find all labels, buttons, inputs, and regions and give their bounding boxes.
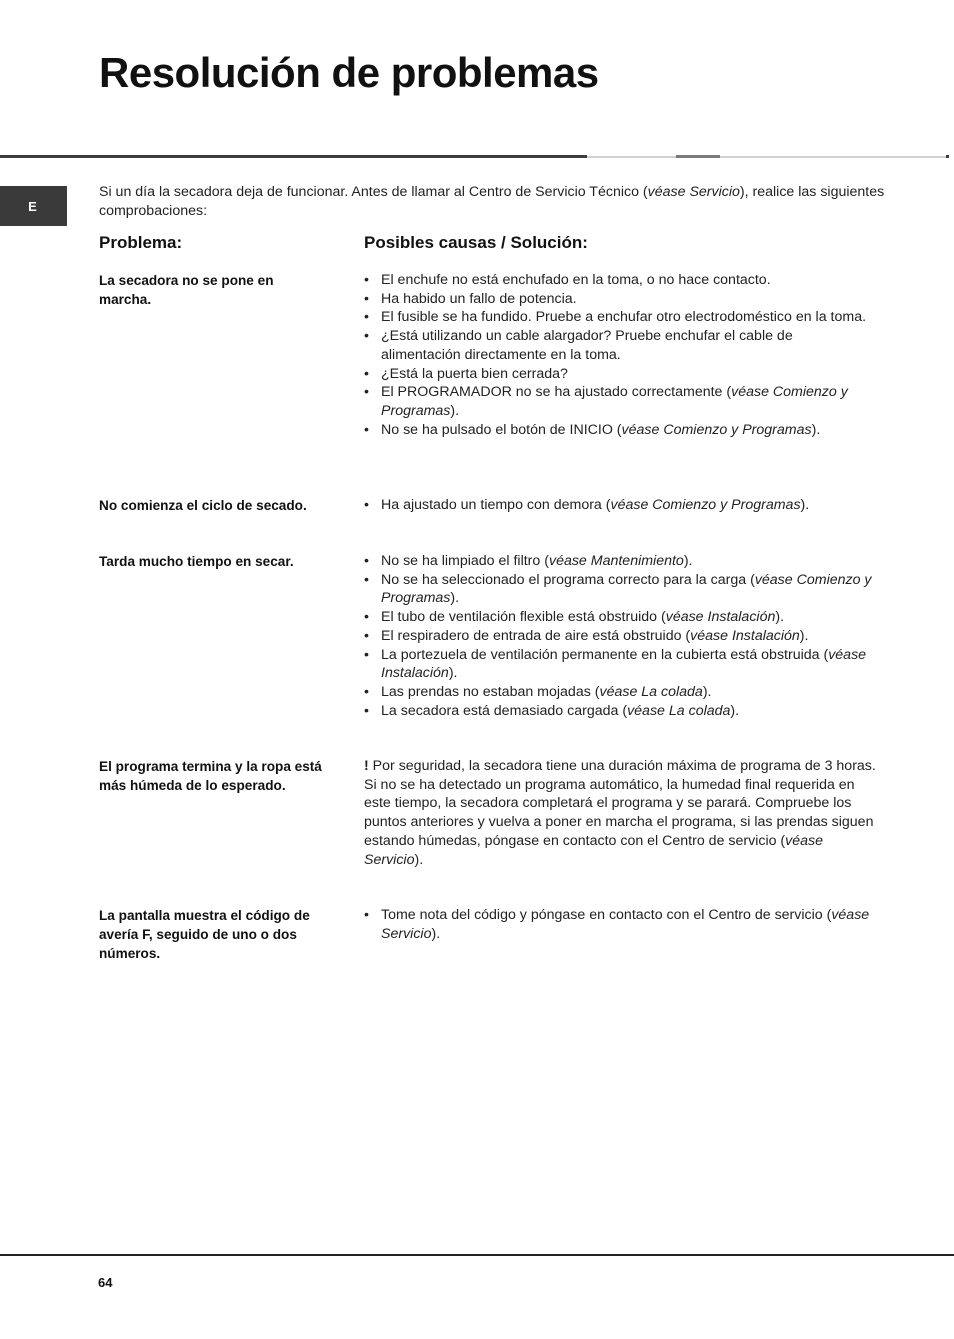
problem-label: La secadora no se pone en marcha.	[99, 273, 274, 307]
problem-label: Tarda mucho tiempo en secar.	[99, 554, 294, 569]
header-rule-dark	[0, 155, 587, 158]
solution-item: • La portezuela de ventilación permanente en la cubierta está obstruida (véase Instalación).	[364, 646, 876, 683]
intro-reference: véase Servicio	[647, 184, 740, 200]
problem-column-header: Problema:	[99, 233, 183, 252]
cross-reference: véase Comienzo y Programas	[621, 421, 812, 438]
solution-item: • El PROGRAMADOR no se ha ajustado correctamente (véase Comienzo y Programas).	[364, 383, 876, 420]
solution-item: • Tome nota del código y póngase en contacto con el Centro de servicio (véase Servicio).	[364, 906, 876, 943]
solution-block	[364, 496, 876, 515]
problem-label: La pantalla muestra el código de avería F, seguido de uno o dos números.	[99, 908, 310, 961]
solution-block	[364, 271, 876, 439]
cross-reference: véase Servicio	[364, 832, 824, 868]
safety-note: ! Por seguridad, la secadora tiene una duración máxima de programa de 3 horas. Si no se ha detectado un programa automático, la humedad final requerida en este tiempo, la secadora completará el programa y se parará. Compruebe los puntos anteriores y vuelva a poner en marcha el programa, si las prendas siguen estando húmedas, póngase en contacto con el Centro de servicio (véase Servicio).	[364, 758, 876, 868]
solution-list	[364, 552, 876, 720]
cross-reference: véase La colada	[627, 702, 731, 719]
solution-item: • El fusible se ha fundido. Pruebe a enchufar otro electrodoméstico en la toma.	[364, 308, 876, 327]
solution-item: • Ha habido un fallo de potencia.	[364, 290, 876, 309]
cross-reference: véase Comienzo y Programas	[610, 497, 801, 513]
solution-item: • No se ha limpiado el filtro (véase Mantenimiento).	[364, 552, 876, 571]
solution-item: • Ha ajustado un tiempo con demora (véase Comienzo y Programas).	[364, 496, 876, 515]
header-rule-mid	[676, 155, 720, 158]
header-rule-end	[946, 155, 949, 158]
solution-list	[364, 906, 876, 943]
cross-reference: véase La colada	[599, 683, 703, 700]
solution-item: • ¿Está la puerta bien cerrada?	[364, 365, 876, 384]
solution-block	[364, 552, 876, 720]
cross-reference: véase Instalación	[690, 627, 800, 644]
solution-item: • La secadora está demasiado cargada (véase La colada).	[364, 702, 876, 721]
intro-text-end: ), realice las siguientes comprobaciones:	[99, 184, 885, 219]
problem-label: No comienza el ciclo de secado.	[99, 498, 307, 513]
solution-item: • El enchufe no está enchufado en la toma, o no hace contacto.	[364, 271, 876, 290]
footer-rule	[0, 1254, 954, 1256]
solution-column-header: Posibles causas / Solución:	[364, 233, 588, 252]
note-text: Por seguridad, la secadora tiene una duración máxima de programa de 3 horas. Si no se ha detectado un programa automático, la humedad final requerida en este tiempo, la secadora completará el programa y se parará. Compruebe los puntos anteriores y vuelva a poner en marcha el programa, si las prendas siguen estando húmedas, póngase en contacto con el Centro de servicio (	[364, 758, 876, 849]
solution-list	[364, 271, 876, 439]
cross-reference: véase Instalación	[665, 609, 776, 626]
solution-list	[364, 496, 876, 515]
header-rule-light	[587, 156, 676, 158]
cross-reference: véase Comienzo y Programas	[381, 384, 848, 419]
solution-item: • El tubo de ventilación flexible está obstruido (véase Instalación).	[364, 608, 876, 627]
problem-label: El programa termina y la ropa está más húmeda de lo esperado.	[99, 759, 322, 793]
intro-paragraph	[99, 183, 889, 221]
intro-text: Si un día la secadora deja de funcionar. Antes de llamar al Centro de Servicio Técnico (	[99, 184, 648, 200]
cross-reference: véase Servicio	[381, 907, 870, 942]
solution-item: • No se ha seleccionado el programa correcto para la carga (véase Comienzo y Programas).	[364, 571, 876, 608]
cross-reference: véase Comienzo y Programas	[381, 571, 872, 607]
cross-reference: véase Instalación	[381, 646, 867, 682]
solution-item: • No se ha pulsado el botón de INICIO (véase Comienzo y Programas).	[364, 421, 876, 440]
language-tab	[0, 186, 67, 226]
page-number: 64	[98, 1275, 113, 1290]
warning-mark: !	[364, 758, 369, 774]
solution-item: • Las prendas no estaban mojadas (véase La colada).	[364, 683, 876, 702]
cross-reference: véase Mantenimiento	[548, 553, 684, 569]
solution-block	[364, 906, 876, 943]
solution-item: • El respiradero de entrada de aire está obstruido (véase Instalación).	[364, 627, 876, 646]
language-tab-label: E	[28, 198, 37, 214]
header-rule-light-right	[720, 156, 946, 158]
page-title: Resolución de problemas	[99, 49, 599, 96]
solution-item: • ¿Está utilizando un cable alargador? Pruebe enchufar el cable de alimentación directamente en la toma.	[364, 327, 876, 364]
